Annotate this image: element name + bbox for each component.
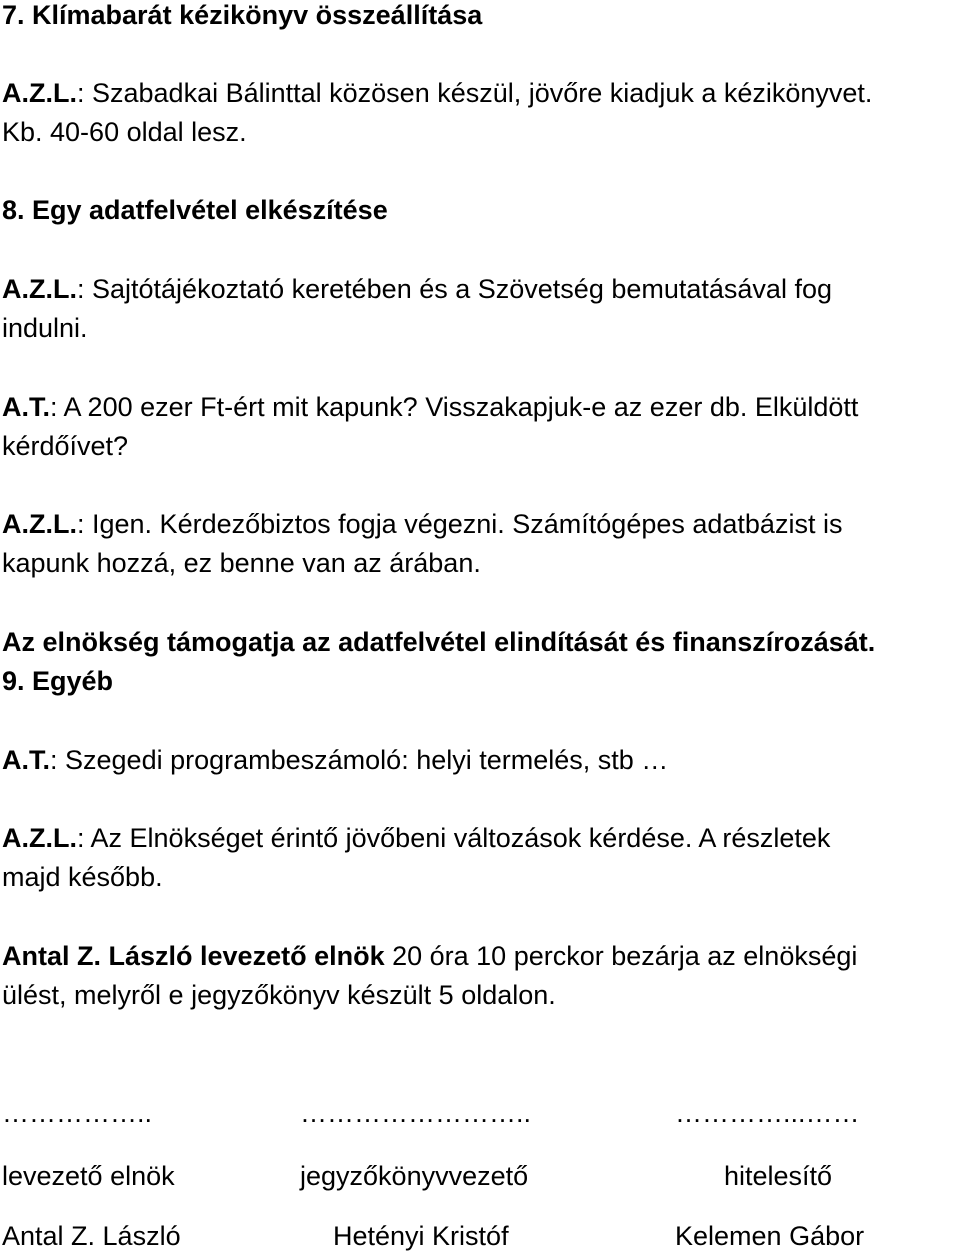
speaker-label: A.Z.L.	[2, 509, 77, 539]
paragraph-6-line-1	[2, 819, 830, 858]
chair-name: Antal Z. László levezető elnök	[2, 941, 385, 971]
decision-text: Az elnökség támogatja az adatfelvétel elindítását és finanszírozását.	[2, 627, 876, 657]
section-9-heading: 9. Egyéb	[2, 666, 114, 696]
paragraph-text: : Szabadkai Bálinttal közösen készül, jövőre kiadjuk a kézikönyvet.	[77, 78, 873, 108]
section-7-heading: 7. Klímabarát kézikönyv összeállítása	[2, 0, 483, 30]
signature-3-role: hitelesítő	[724, 1161, 833, 1191]
signature-1-role: levezető elnök	[2, 1161, 175, 1191]
closing-text: 20 óra 10 perckor bezárja az elnökségi	[384, 941, 858, 971]
paragraph-1-line-1	[2, 74, 872, 113]
paragraph-4-line-2: kapunk hozzá, ez benne van az árában.	[2, 548, 481, 578]
closing-line-1	[2, 937, 857, 976]
paragraph-1-line-2: Kb. 40-60 oldal lesz.	[2, 117, 247, 147]
speaker-label: A.Z.L.	[2, 823, 77, 853]
speaker-label: A.Z.L.	[2, 274, 77, 304]
signature-1-dots: ……………..	[2, 1098, 153, 1128]
paragraph-2-line-2: indulni.	[2, 313, 88, 343]
paragraph-3-line-1	[2, 388, 858, 427]
paragraph-text: : Sajtótájékoztató keretében és a Szövetség bemutatásával fog	[77, 274, 832, 304]
signature-1-name: Antal Z. László	[2, 1221, 181, 1251]
paragraph-6-line-2: majd később.	[2, 862, 163, 892]
paragraph-text: : Az Elnökséget érintő jövőbeni változások kérdése. A részletek	[77, 823, 831, 853]
paragraph-text: : A 200 ezer Ft-ért mit kapunk? Visszakapjuk-e az ezer db. Elküldött	[50, 392, 859, 422]
signature-3-dots: …………...……	[675, 1098, 860, 1128]
section-8-heading: 8. Egy adatfelvétel elkészítése	[2, 195, 388, 225]
paragraph-text: : Igen. Kérdezőbiztos fogja végezni. Számítógépes adatbázist is	[77, 509, 843, 539]
signature-2-name: Hetényi Kristóf	[333, 1221, 509, 1251]
paragraph-2-line-1	[2, 270, 832, 309]
signature-2-role: jegyzőkönyvvezető	[300, 1161, 529, 1191]
paragraph-4-line-1	[2, 505, 842, 544]
signature-3-name: Kelemen Gábor	[675, 1221, 865, 1251]
speaker-label: A.T.	[2, 392, 51, 422]
signature-2-dots: ……………………..	[300, 1098, 532, 1128]
speaker-label: A.Z.L.	[2, 78, 77, 108]
speaker-label: A.T.	[2, 745, 51, 775]
paragraph-5-line-1	[2, 741, 668, 780]
paragraph-text: : Szegedi programbeszámoló: helyi termelés, stb …	[50, 745, 669, 775]
closing-line-2: ülést, melyről e jegyzőkönyv készült 5 oldalon.	[2, 980, 556, 1010]
paragraph-3-line-2: kérdőívet?	[2, 431, 129, 461]
